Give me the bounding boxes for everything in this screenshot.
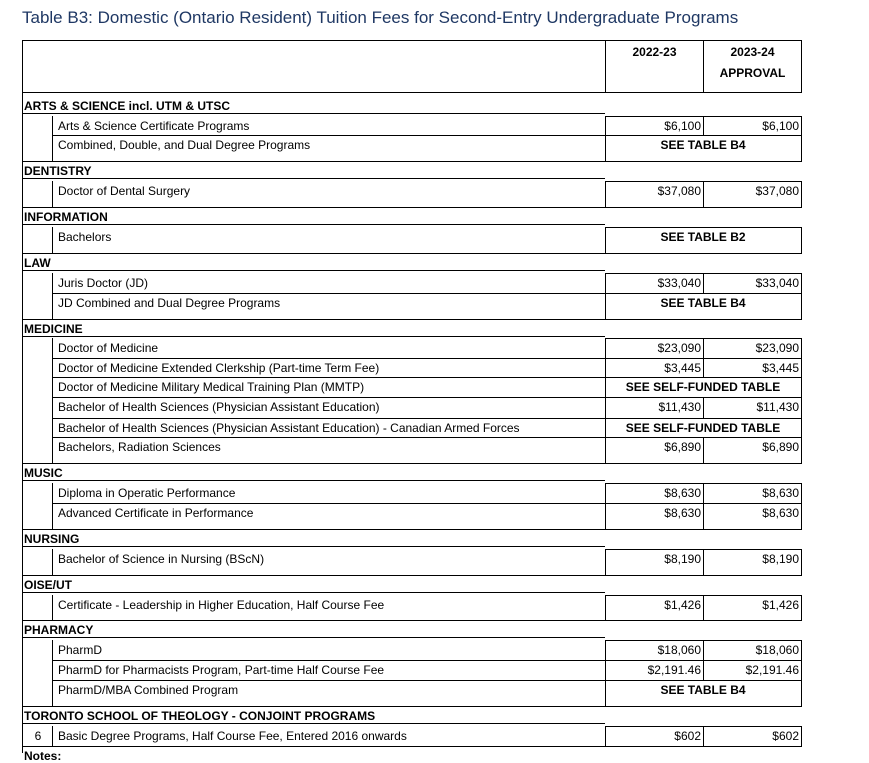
row-label: Doctor of Medicine (58, 341, 159, 355)
fee-2022-23: $8,630 (664, 486, 701, 500)
row-indent-border (52, 503, 53, 529)
table-right-border (801, 40, 802, 92)
row-label: Doctor of Medicine Military Medical Training Plan (MMTP) (58, 380, 365, 394)
row-bottom-border (52, 293, 802, 294)
section-underline (22, 723, 605, 724)
row-indent-border (52, 680, 53, 706)
value-col-right-border (801, 358, 802, 377)
row-indent-border (52, 338, 53, 358)
row-bottom-border (52, 397, 802, 398)
row-label: Doctor of Medicine Extended Clerkship (Part-time Term Fee) (58, 361, 380, 375)
section-heading: LAW (24, 256, 51, 270)
value-col-right-border (801, 293, 802, 319)
section-heading: ARTS & SCIENCE incl. UTM & UTSC (24, 99, 231, 113)
row-label: Bachelor of Health Sciences (Physician Assistant Education) (58, 400, 380, 414)
fee-2022-23: $11,430 (658, 400, 701, 414)
row-indent-border (52, 116, 53, 135)
row-top-border (605, 116, 802, 117)
section-underline (22, 637, 605, 638)
fee-2023-24: $37,080 (755, 184, 799, 198)
value-col-right-border (801, 503, 802, 529)
see-table-reference: SEE TABLE B4 (660, 138, 746, 152)
row-bottom-border (52, 418, 802, 419)
fee-2022-23: $602 (674, 729, 701, 743)
value-col-right-border (801, 181, 802, 207)
fee-2023-24: $8,630 (762, 486, 799, 500)
fee-2022-23: $6,100 (664, 119, 701, 133)
row-top-border (605, 640, 802, 641)
fee-2022-23: $8,190 (664, 552, 701, 566)
header-approval: APPROVAL (719, 66, 786, 80)
row-indent-border (52, 549, 53, 575)
header-2023-24: 2023-24 (730, 45, 775, 59)
value-col-right-border (801, 437, 802, 463)
fee-2023-24: $2,191.46 (745, 663, 799, 677)
row-label: PharmD/MBA Combined Program (58, 683, 239, 697)
section-heading: INFORMATION (24, 210, 108, 224)
row-top-border (605, 227, 802, 228)
fee-2023-24: $23,090 (755, 341, 799, 355)
section-underline (22, 546, 605, 547)
row-label: Certificate - Leadership in Higher Education, Half Course Fee (58, 598, 385, 612)
row-indent-border (52, 227, 53, 253)
section-underline (22, 270, 605, 271)
value-col-right-border (801, 377, 802, 397)
fee-2022-23: $3,445 (664, 361, 701, 375)
fee-2022-23: $1,426 (664, 598, 701, 612)
fee-2023-24: $1,426 (762, 598, 799, 612)
fee-2023-24: $18,060 (755, 643, 799, 657)
table-left-border (22, 40, 23, 753)
row-top-border (605, 338, 802, 339)
row-bottom-border (52, 503, 802, 504)
fee-2023-24: $6,890 (762, 440, 799, 454)
section-heading: TORONTO SCHOOL OF THEOLOGY - CONJOINT PROGRAMS (24, 709, 376, 723)
row-top-border (605, 181, 802, 182)
row-top-border (605, 483, 802, 484)
section-heading: NURSING (24, 532, 80, 546)
value-col-right-border (801, 660, 802, 680)
row-index: 6 (34, 729, 42, 743)
row-bottom-border (22, 253, 802, 254)
row-top-border (605, 726, 802, 727)
fee-2023-24: $8,190 (762, 552, 799, 566)
row-top-border (605, 273, 802, 274)
fee-2022-23: $33,040 (657, 276, 701, 290)
row-label: Advanced Certificate in Performance (58, 506, 254, 520)
see-table-reference: SEE TABLE B4 (660, 683, 746, 697)
row-label: PharmD for Pharmacists Program, Part-time Half Course Fee (58, 663, 385, 677)
row-label: PharmD (58, 643, 103, 657)
section-heading: MUSIC (24, 466, 63, 480)
section-heading: DENTISTRY (24, 164, 92, 178)
fee-2022-23: $18,060 (657, 643, 701, 657)
row-label: JD Combined and Dual Degree Programs (58, 296, 281, 310)
value-col-right-border (801, 680, 802, 706)
row-bottom-border (22, 706, 802, 707)
fee-2022-23: $6,890 (664, 440, 701, 454)
table-title: Table B3: Domestic (Ontario Resident) Tuition Fees for Second-Entry Undergraduate Programs (22, 8, 739, 27)
row-indent-border (52, 293, 53, 319)
value-col-right-border (801, 640, 802, 660)
row-indent-border (52, 181, 53, 207)
value-col-right-border (801, 418, 802, 437)
value-col-right-border (801, 135, 802, 161)
row-bottom-border (52, 660, 802, 661)
row-indent-border (52, 726, 53, 746)
row-top-border (605, 595, 802, 596)
row-indent-border (52, 640, 53, 660)
section-underline (22, 336, 605, 337)
fee-2022-23: $37,080 (657, 184, 701, 198)
row-indent-border (52, 660, 53, 680)
row-label: Basic Degree Programs, Half Course Fee, Entered 2016 onwards (58, 729, 407, 743)
row-label: Combined, Double, and Dual Degree Programs (58, 138, 311, 152)
fee-2023-24: $602 (772, 729, 799, 743)
row-indent-border (52, 358, 53, 377)
see-table-reference: SEE SELF-FUNDED TABLE (625, 380, 781, 394)
value-col-right-border (801, 273, 802, 293)
row-indent-border (52, 135, 53, 161)
see-table-reference: SEE TABLE B4 (660, 296, 746, 310)
row-label: Bachelors, Radiation Sciences (58, 440, 221, 454)
row-bottom-border (22, 161, 802, 162)
row-bottom-border (22, 207, 802, 208)
row-bottom-border (52, 680, 802, 681)
value-col-right-border (801, 483, 802, 503)
value-col-right-border (801, 338, 802, 358)
row-bottom-border (52, 135, 802, 136)
section-underline (22, 224, 605, 225)
row-bottom-border (22, 319, 802, 320)
row-bottom-border (22, 575, 802, 576)
header-bottom-border (22, 92, 802, 93)
row-label: Juris Doctor (JD) (58, 276, 149, 290)
fee-2023-24: $3,445 (762, 361, 799, 375)
table-top-border (22, 40, 802, 41)
row-indent-border (52, 377, 53, 397)
row-indent-border (52, 273, 53, 293)
fee-2023-24: $6,100 (762, 119, 799, 133)
see-table-reference: SEE SELF-FUNDED TABLE (625, 421, 781, 435)
section-underline (22, 592, 605, 593)
row-bottom-border (22, 620, 802, 621)
fee-2022-23: $8,630 (664, 506, 701, 520)
header-2022-23: 2022-23 (632, 45, 677, 59)
row-indent-border (52, 483, 53, 503)
row-indent-border (52, 397, 53, 418)
value-col-right-border (801, 726, 802, 746)
value-col-right-border (801, 227, 802, 253)
fee-2023-24: $8,630 (762, 506, 799, 520)
row-label: Bachelor of Science in Nursing (BScN) (58, 552, 265, 566)
row-label: Bachelors (58, 230, 112, 244)
row-top-border (605, 549, 802, 550)
row-indent-border (52, 418, 53, 437)
value-col-right-border (801, 397, 802, 418)
value-col-right-border (801, 116, 802, 135)
row-label: Diploma in Operatic Performance (58, 486, 236, 500)
row-indent-border (52, 437, 53, 463)
row-bottom-border (52, 358, 802, 359)
fee-2023-24: $33,040 (755, 276, 799, 290)
value-col-right-border (801, 549, 802, 575)
section-heading: OISE/UT (24, 578, 73, 592)
tuition-table (22, 40, 802, 763)
row-bottom-border (22, 463, 802, 464)
fee-2023-24: $11,430 (756, 400, 799, 414)
row-bottom-border (22, 746, 802, 747)
row-indent-border (52, 595, 53, 620)
section-heading: PHARMACY (24, 623, 94, 637)
see-table-reference: SEE TABLE B2 (660, 230, 746, 244)
row-label: Bachelor of Health Sciences (Physician Assistant Education) - Canadian Armed Forces (58, 421, 520, 435)
row-bottom-border (52, 377, 802, 378)
fee-2022-23: $23,090 (657, 341, 701, 355)
notes-heading: Notes: (24, 749, 62, 763)
row-bottom-border (52, 437, 802, 438)
fee-2022-23: $2,191.46 (647, 663, 701, 677)
section-underline (22, 178, 605, 179)
value-col-right-border (801, 595, 802, 620)
section-underline (22, 113, 605, 114)
row-label: Arts & Science Certificate Programs (58, 119, 250, 133)
row-bottom-border (22, 529, 802, 530)
section-underline (22, 480, 605, 481)
section-heading: MEDICINE (24, 322, 83, 336)
row-label: Doctor of Dental Surgery (58, 184, 191, 198)
